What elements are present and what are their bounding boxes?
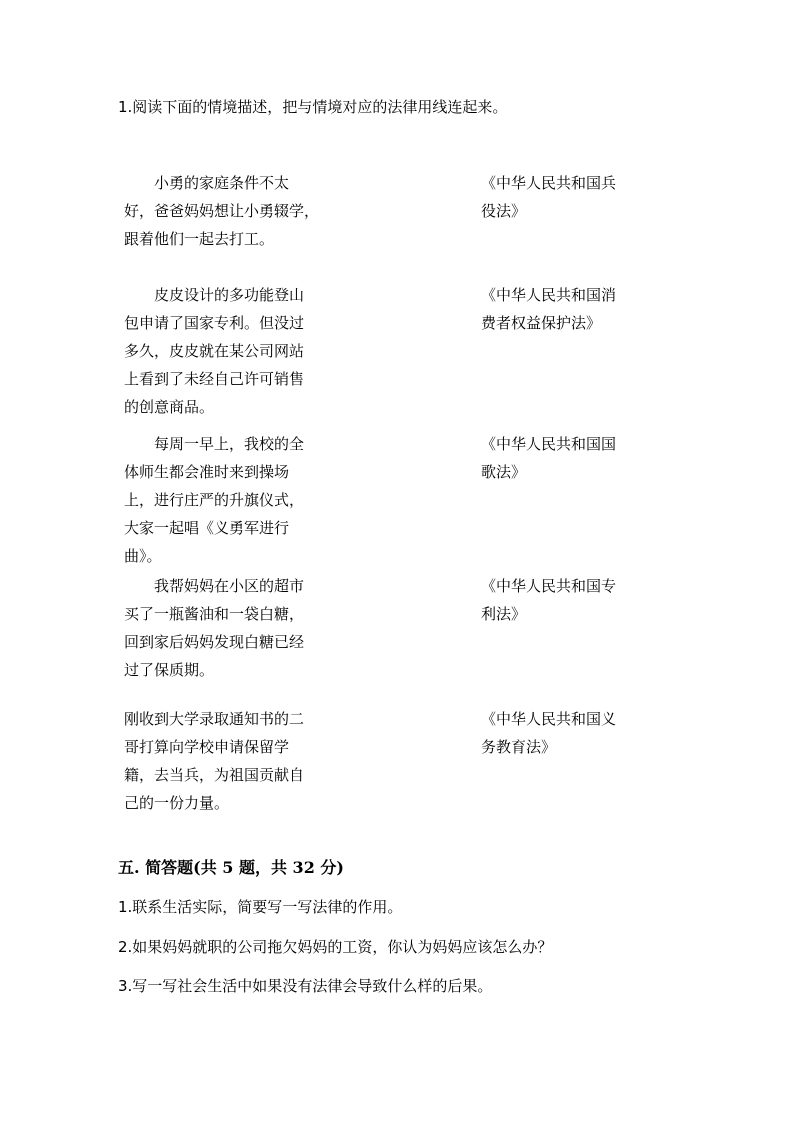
scenario-line: 大家一起唱《义勇军进行 bbox=[124, 519, 290, 537]
scenario-line: 过了保质期。 bbox=[124, 661, 215, 679]
scenario-line: 买了一瓶酱油和一袋白糖， bbox=[124, 605, 305, 623]
scenario-line: 哥打算向学校申请保留学 bbox=[124, 738, 290, 756]
law-line: 《中华人民共和国消 bbox=[481, 286, 617, 304]
question-1-prompt: 1.阅读下面的情境描述，把与情境对应的法律用线连起来。 bbox=[118, 98, 508, 116]
law-line: 费者权益保护法》 bbox=[481, 314, 602, 332]
law-block bbox=[481, 285, 641, 341]
scenario-block bbox=[124, 285, 314, 425]
short-answer-question-1: 1.联系生活实际，简要写一写法律的作用。 bbox=[118, 898, 403, 916]
scenario-line: 籍，去当兵，为祖国贡献自 bbox=[124, 766, 305, 784]
scenario-line: 体师生都会准时来到操场 bbox=[124, 463, 290, 481]
scenario-line: 上，进行庄严的升旗仪式， bbox=[124, 491, 305, 509]
law-block bbox=[481, 709, 641, 765]
scenario-block bbox=[124, 434, 314, 574]
scenario-line: 跟着他们一起去打工。 bbox=[124, 230, 275, 248]
scenario-line: 回到家后妈妈发现白糖已经 bbox=[124, 633, 305, 651]
scenario-line: 上看到了未经自己许可销售 bbox=[124, 370, 305, 388]
law-block bbox=[481, 434, 641, 490]
scenario-block bbox=[124, 173, 320, 257]
law-line: 务教育法》 bbox=[481, 738, 557, 756]
scenario-block bbox=[124, 576, 314, 688]
law-line: 《中华人民共和国专 bbox=[481, 577, 617, 595]
section-5-title: 五. 简答题(共 5 题，共 32 分) bbox=[118, 858, 344, 877]
scenario-line: 小勇的家庭条件不太 bbox=[124, 174, 290, 192]
scenario-line: 曲》。 bbox=[124, 547, 162, 565]
law-line: 《中华人民共和国国 bbox=[481, 435, 617, 453]
law-line: 役法》 bbox=[481, 202, 527, 220]
scenario-line: 每周一早上，我校的全 bbox=[124, 435, 305, 453]
short-answer-question-2: 2.如果妈妈就职的公司拖欠妈妈的工资，你认为妈妈应该怎么办？ bbox=[118, 938, 553, 956]
scenario-line: 多久，皮皮就在某公司网站 bbox=[124, 342, 305, 360]
short-answer-question-3: 3.写一写社会生活中如果没有法律会导致什么样的后果。 bbox=[118, 977, 493, 995]
scenario-line: 刚收到大学录取通知书的二 bbox=[124, 710, 305, 728]
scenario-line: 己的一份力量。 bbox=[124, 794, 230, 812]
scenario-line: 皮皮设计的多功能登山 bbox=[124, 286, 305, 304]
scenario-block bbox=[124, 709, 314, 821]
law-block bbox=[481, 576, 641, 632]
law-block bbox=[481, 173, 641, 229]
law-line: 歌法》 bbox=[481, 463, 527, 481]
scenario-line: 的创意商品。 bbox=[124, 398, 215, 416]
scenario-line: 好，爸爸妈妈想让小勇辍学， bbox=[124, 202, 320, 220]
law-line: 《中华人民共和国义 bbox=[481, 710, 617, 728]
law-line: 利法》 bbox=[481, 605, 527, 623]
law-line: 《中华人民共和国兵 bbox=[481, 174, 617, 192]
scenario-line: 我帮妈妈在小区的超市 bbox=[124, 577, 305, 595]
scenario-line: 包申请了国家专利。但没过 bbox=[124, 314, 305, 332]
